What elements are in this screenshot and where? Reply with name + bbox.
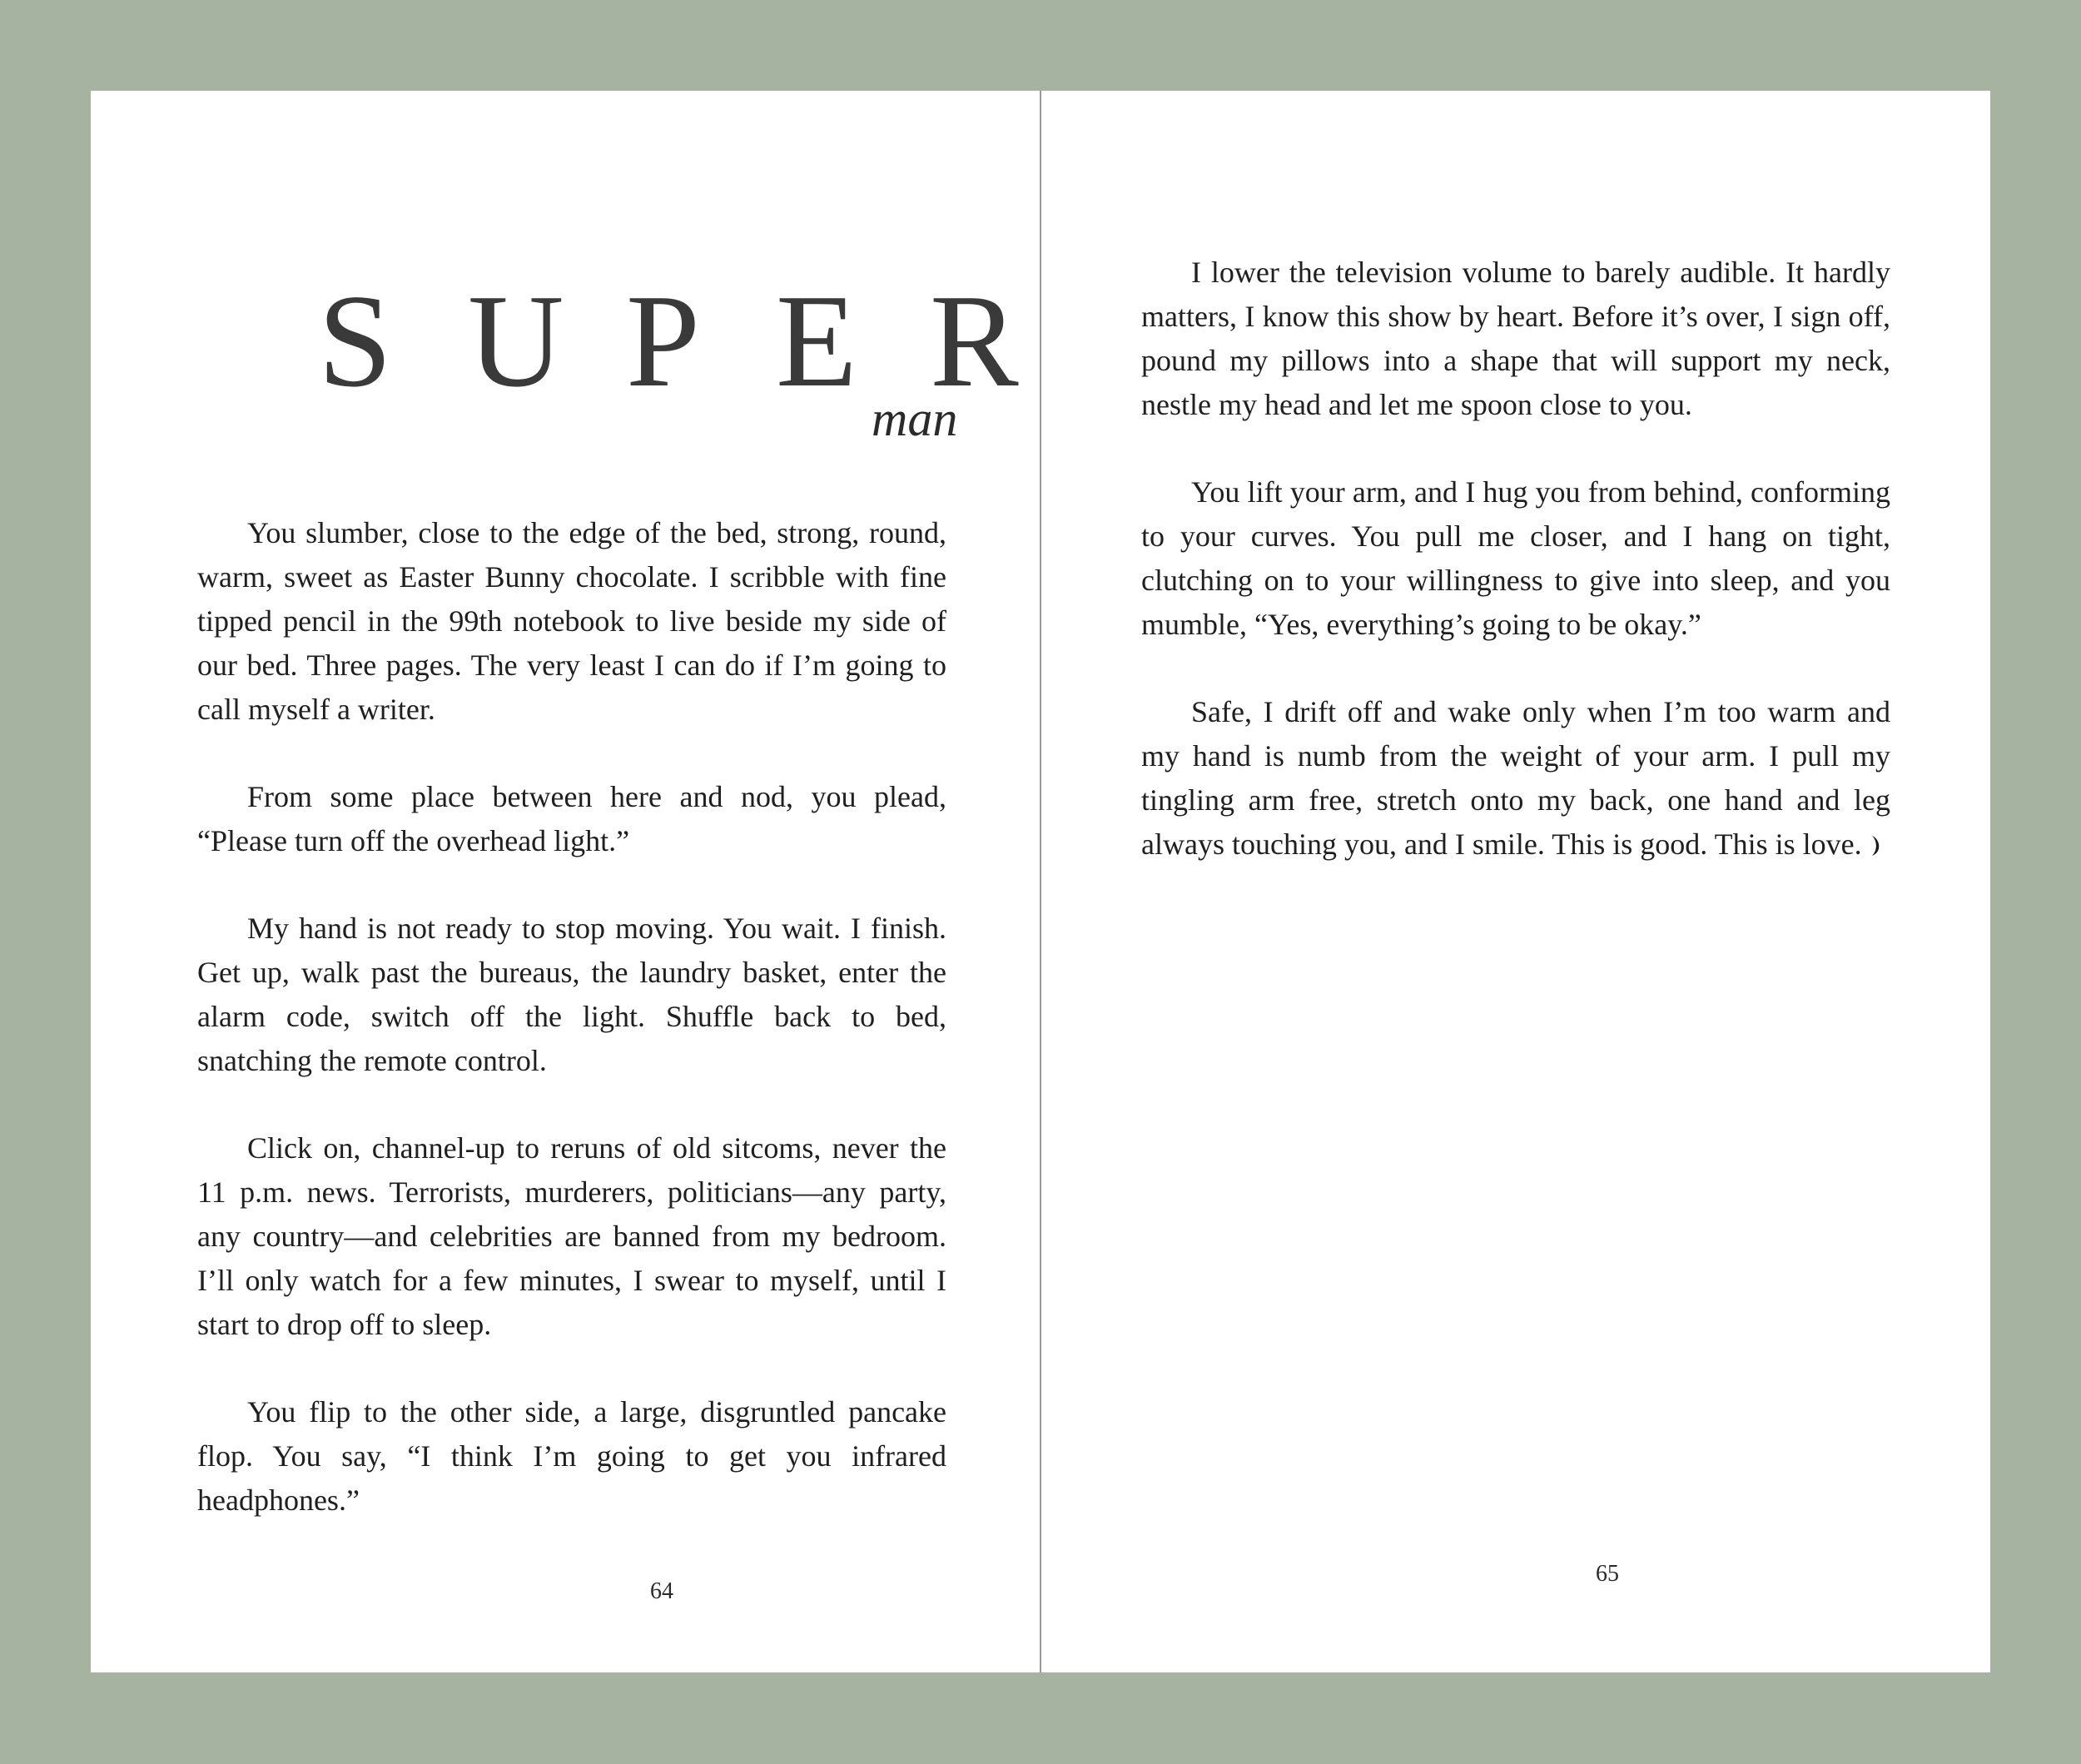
paragraph: From some place between here and nod, you plead, “Please turn off the overhead light.”	[197, 780, 946, 857]
page-number: 65	[1596, 1561, 1619, 1587]
title-letter: R	[930, 266, 1019, 415]
paragraph: My hand is not ready to stop moving. You wait. I finish. Get up, walk past the bureaus, the laundry basket, enter the alarm code, switch off the light. Shuffle back to bed, snatching the remote control.	[197, 912, 946, 1077]
book-spread	[91, 91, 1990, 1672]
left-page	[197, 91, 1038, 1672]
title-letter: P	[626, 266, 700, 415]
paragraph: Click on, channel-up to reruns of old sitcoms, never the 11 p.m. news. Terrorists, murderers, politicians—any party, any country—and celebrities are banned from my bedroom. I’ll only watch for a few minutes, I swear to myself, until I start to drop off to sleep.	[197, 1131, 946, 1341]
left-body-text	[197, 511, 946, 1566]
page-number: 64	[650, 1578, 673, 1604]
title-letter: U	[468, 266, 564, 415]
right-page	[1141, 91, 1982, 1672]
page-gutter	[1040, 91, 1041, 1672]
subtitle-text: man	[872, 391, 958, 446]
right-body-text	[1141, 251, 1890, 910]
crescent-moon-icon	[1870, 834, 1882, 857]
paragraph: You slumber, close to the edge of the bed, strong, round, warm, sweet as Easter Bunny chocolate. I scribble with fine tipped pencil in the 99th notebook to live beside my side of our bed. Three pages. The very least I can do if I’m going to call myself a writer.	[197, 516, 946, 726]
paragraph: I lower the television volume to barely audible. It hardly matters, I know this show by heart. Before it’s over, I sign off, pound my pillows into a shape that will support my neck, nestle my head and let me spoon close to you.	[1141, 256, 1890, 421]
title-letter: S	[318, 266, 392, 415]
title-letter: E	[776, 266, 857, 415]
paragraph	[1141, 690, 1890, 867]
paragraph-text: Safe, I drift off and wake only when I’m too warm and my hand is numb from the weight of your arm. I pull my tingling arm free, stretch onto my back, one hand and leg always touching you, and I smile. This is good. This is love.	[1141, 695, 1890, 861]
paragraph: You lift your arm, and I hug you from behind, conforming to your curves. You pull me closer, and I hang on tight, clutching on to your willingness to give into sleep, and you mumble, “Yes, everything’s going to be okay.”	[1141, 475, 1890, 641]
paragraph: You flip to the other side, a large, disgruntled pancake flop. You say, “I think I’m going to get you infrared headphones.”	[197, 1395, 946, 1517]
